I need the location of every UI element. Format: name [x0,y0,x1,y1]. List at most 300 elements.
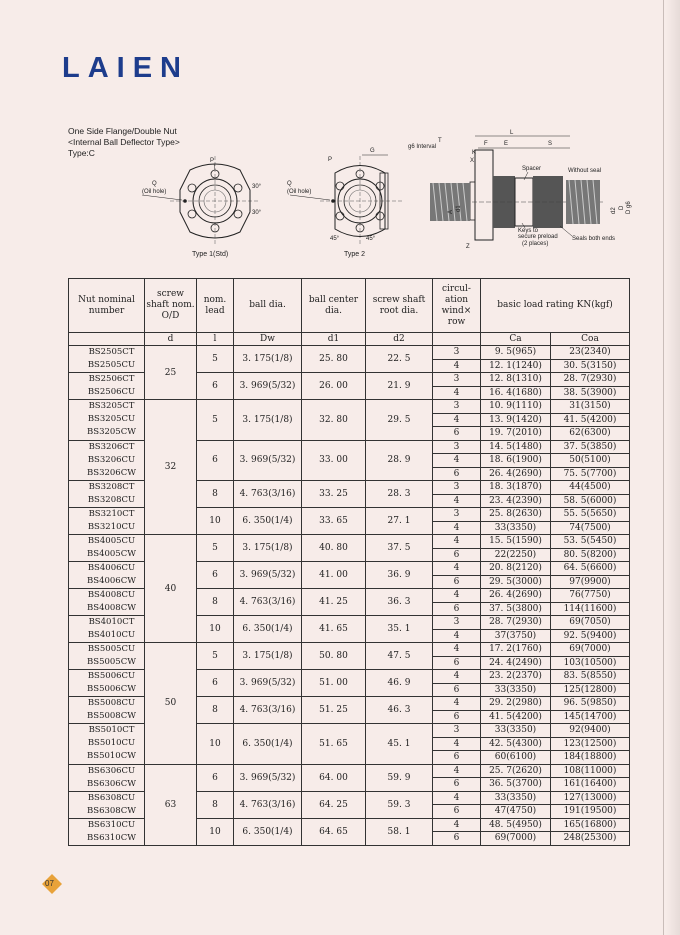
circulation-cell: 4 [433,494,481,508]
nut-number: BS3206CU [87,454,136,465]
lead-cell: 5 [197,346,234,373]
coa-cell: 55. 5(5650) [551,508,630,522]
coa-cell: 92. 5(9400) [551,629,630,643]
coa-cell: 103(10500) [551,656,630,670]
table-row [69,764,630,778]
circulation-cell: 4 [433,764,481,778]
ca-cell: 12. 8(1310) [481,373,551,387]
page-number: 07 [45,879,54,888]
coa-cell: 28. 7(2930) [551,373,630,387]
label-g: G [370,148,375,154]
nut-number-cell [69,818,145,845]
label-dg6: D g6 [626,201,632,214]
ca-cell: 42. 5(4300) [481,737,551,751]
label-a: A [448,209,454,214]
ball-dia-cell: 6. 350(1/4) [234,724,302,765]
nut-number: BS3208CT [88,482,135,492]
ca-cell: 60(6100) [481,751,551,765]
root-dia-cell: 46. 9 [366,670,433,697]
ball-center-cell: 50. 80 [302,643,366,670]
table-row [69,535,630,549]
label-t: T [438,138,442,144]
lead-cell: 10 [197,616,234,643]
coa-cell: 145(14700) [551,710,630,724]
ball-dia-cell: 6. 350(1/4) [234,616,302,643]
shaft-od-cell: 40 [145,535,197,643]
header-ball-dia: ball dia. [234,279,302,333]
ball-dia-cell: 4. 763(3/16) [234,697,302,724]
root-dia-cell: 36. 3 [366,589,433,616]
nut-number-cell [69,440,145,481]
ball-center-cell: 32. 80 [302,400,366,441]
nut-number-cell [69,562,145,589]
circulation-cell: 6 [433,427,481,441]
shaft-od-cell: 63 [145,764,197,845]
ca-cell: 33(3350) [481,521,551,535]
ball-dia-cell: 4. 763(3/16) [234,791,302,818]
seals-label: Seals both ends [572,236,616,242]
ca-cell: 29. 2(2980) [481,697,551,711]
nut-number: BS6306CU [87,765,136,776]
nut-number: BS6310CU [87,819,136,830]
circulation-cell: 6 [433,467,481,481]
ca-cell: 41. 5(4200) [481,710,551,724]
coa-cell: 62(6300) [551,427,630,441]
header-circulation: circul- ation wind× row [433,279,481,333]
nut-number: BS6308CW [87,805,136,816]
nut-number: BS5010CT [88,725,135,736]
subheader-d: d [145,333,197,346]
lead-cell: 6 [197,373,234,400]
nut-number: BS5005CW [87,657,136,667]
lead-cell: 8 [197,481,234,508]
coa-cell: 53. 5(5450) [551,535,630,549]
ca-cell: 69(7000) [481,832,551,846]
keys-label: Keys to [518,228,539,234]
ca-cell: 13. 9(1420) [481,413,551,427]
lead-cell: 5 [197,643,234,670]
shaft-od-cell: 50 [145,643,197,765]
ca-cell: 36. 5(3700) [481,778,551,792]
nut-number-cell [69,481,145,508]
nut-number: BS3210CU [87,522,136,532]
label-e: E [504,141,509,147]
ball-center-cell: 33. 00 [302,440,366,481]
circulation-cell: 3 [433,508,481,522]
coa-cell: 23(2340) [551,346,630,360]
ball-dia-cell: 6. 350(1/4) [234,818,302,845]
nut-number-cell [69,643,145,670]
g6-interval-label: g6 Interval [408,144,437,150]
coa-cell: 248(25300) [551,832,630,846]
subheader-d1: d1 [302,333,366,346]
secure-preload-label: secure preload [518,234,558,240]
angle-30-a: 30° [252,184,262,190]
header-nut-number: Nut nominal number [69,279,145,333]
ball-center-cell: 26. 00 [302,373,366,400]
table-row [69,400,630,414]
ca-cell: 18. 3(1870) [481,481,551,495]
coa-cell: 74(7500) [551,521,630,535]
coa-cell: 161(16400) [551,778,630,792]
nut-number: BS4006CW [87,576,136,586]
coa-cell: 108(11000) [551,764,630,778]
coa-cell: 97(9900) [551,575,630,589]
nut-number-cell [69,535,145,562]
ca-cell: 37(3750) [481,629,551,643]
type2-caption: Type 2 [344,251,366,258]
ball-dia-cell: 3. 175(1/8) [234,643,302,670]
coa-cell: 41. 5(4200) [551,413,630,427]
header-lead: nom. lead [197,279,234,333]
nut-number: BS5010CW [87,751,136,762]
nut-number: BS4005CU [87,536,136,546]
subheader-nut-blank [69,333,145,346]
label-l: L [510,130,514,136]
ca-cell: 29. 5(3000) [481,575,551,589]
nut-number-cell [69,373,145,400]
lead-cell: 10 [197,724,234,765]
nut-number: BS3205CT [88,401,135,412]
circulation-cell: 4 [433,643,481,657]
ca-cell: 12. 1(1240) [481,359,551,373]
oil-hole-label-1: (Oil hole) [142,189,167,195]
coa-cell: 75. 5(7700) [551,467,630,481]
circulation-cell: 4 [433,629,481,643]
circulation-cell: 3 [433,400,481,414]
header-line-3: Type:C [68,148,95,158]
lead-cell: 6 [197,562,234,589]
coa-cell: 96. 5(9850) [551,697,630,711]
lead-cell: 5 [197,400,234,441]
circulation-cell: 4 [433,386,481,400]
nut-number: BS3206CT [88,441,135,452]
angle-45-b: 45° [366,236,376,242]
circulation-cell: 6 [433,548,481,562]
ca-cell: 25. 7(2620) [481,764,551,778]
lead-cell: 10 [197,818,234,845]
spec-table [68,278,630,846]
root-dia-cell: 28. 3 [366,481,433,508]
coa-cell: 30. 5(3150) [551,359,630,373]
angle-30-b: 30° [252,210,262,216]
ca-cell: 24. 4(2490) [481,656,551,670]
nut-number-cell [69,791,145,818]
nut-number: BS4005CW [87,549,136,559]
coa-cell: 165(16800) [551,818,630,832]
circulation-cell: 6 [433,805,481,819]
ca-cell: 48. 5(4950) [481,818,551,832]
coa-cell: 76(7750) [551,589,630,603]
label-d1: d1 [456,205,462,212]
root-dia-cell: 36. 9 [366,562,433,589]
ca-cell: 33(3350) [481,724,551,738]
circulation-cell: 3 [433,346,481,360]
subheader-dw: Dw [234,333,302,346]
coa-cell: 123(12500) [551,737,630,751]
header-line-2: <Internal Ball Deflector Type> [68,137,180,147]
nut-number: BS2505CT [88,347,135,357]
label-p-2: P [328,157,333,163]
page-number-badge [42,874,62,894]
label-p-1: P [210,158,215,164]
table-row [69,346,630,360]
circulation-cell: 6 [433,575,481,589]
nut-number: BS4008CU [87,590,136,600]
circulation-cell: 3 [433,616,481,630]
angle-45-a: 45° [330,236,340,242]
ca-cell: 33(3350) [481,683,551,697]
header-shaft-od: screw shaft nom. O/D [145,279,197,333]
coa-cell: 92(9400) [551,724,630,738]
coa-cell: 83. 5(8550) [551,670,630,684]
circulation-cell: 4 [433,535,481,549]
spacer-label: Spacer [522,166,542,172]
circulation-cell: 4 [433,670,481,684]
ball-dia-cell: 3. 175(1/8) [234,535,302,562]
ball-center-cell: 41. 00 [302,562,366,589]
circulation-cell: 4 [433,589,481,603]
nut-number-cell [69,616,145,643]
lead-cell: 6 [197,440,234,481]
label-x: X [470,158,475,164]
root-dia-cell: 46. 3 [366,697,433,724]
ball-center-cell: 51. 00 [302,670,366,697]
lead-cell: 8 [197,697,234,724]
type2-flange-drawing [287,148,402,258]
ca-cell: 19. 7(2010) [481,427,551,441]
circulation-cell: 6 [433,832,481,846]
root-dia-cell: 59. 3 [366,791,433,818]
subheader-d2: d2 [366,333,433,346]
circulation-cell: 4 [433,413,481,427]
ca-cell: 16. 4(1680) [481,386,551,400]
coa-cell: 191(19500) [551,805,630,819]
root-dia-cell: 37. 5 [366,535,433,562]
ca-cell: 25. 8(2630) [481,508,551,522]
nut-number: BS5006CW [87,684,136,694]
circulation-cell: 6 [433,710,481,724]
ball-center-cell: 41. 65 [302,616,366,643]
ca-cell: 33(3350) [481,791,551,805]
circulation-cell: 4 [433,791,481,805]
nut-number-cell [69,764,145,791]
circulation-cell: 4 [433,818,481,832]
nut-number: BS5008CW [87,711,136,721]
header-line-1: One Side Flange/Double Nut [68,126,177,136]
type1-flange-drawing [142,156,262,258]
ball-dia-cell: 3. 175(1/8) [234,400,302,441]
lead-cell: 8 [197,589,234,616]
circulation-cell: 6 [433,778,481,792]
ball-center-cell: 33. 25 [302,481,366,508]
root-dia-cell: 58. 1 [366,818,433,845]
circulation-cell: 4 [433,697,481,711]
circulation-cell: 3 [433,440,481,454]
nut-number: BS4008CW [87,603,136,613]
circulation-cell: 4 [433,454,481,468]
ca-cell: 26. 4(2690) [481,467,551,481]
circulation-cell: 6 [433,683,481,697]
circulation-cell: 4 [433,562,481,576]
ca-cell: 47(4750) [481,805,551,819]
ca-cell: 18. 6(1900) [481,454,551,468]
coa-cell: 127(13000) [551,791,630,805]
circulation-cell: 3 [433,373,481,387]
oil-hole-label-2: (Oil hole) [287,189,312,195]
coa-cell: 64. 5(6600) [551,562,630,576]
ball-dia-cell: 3. 969(5/32) [234,670,302,697]
type1-caption: Type 1(Std) [192,251,229,258]
root-dia-cell: 29. 5 [366,400,433,441]
brand-logo: LAIEN [62,52,189,84]
ball-dia-cell: 3. 969(5/32) [234,562,302,589]
coa-cell: 50(5100) [551,454,630,468]
page-fold-line [663,0,664,935]
ball-center-cell: 25. 80 [302,346,366,373]
nut-number-cell [69,670,145,697]
label-q-2: Q [287,181,292,187]
ball-center-cell: 41. 25 [302,589,366,616]
circulation-cell: 4 [433,521,481,535]
root-dia-cell: 35. 1 [366,616,433,643]
nut-number: BS4010CT [88,617,135,627]
coa-cell: 184(18800) [551,751,630,765]
nut-number: BS2506CU [87,387,136,397]
nut-number: BS3205CU [87,414,136,425]
coa-cell: 31(3150) [551,400,630,414]
ca-cell: 23. 4(2390) [481,494,551,508]
lead-cell: 10 [197,508,234,535]
coa-cell: 44(4500) [551,481,630,495]
subheader-circ [433,333,481,346]
circulation-cell: 6 [433,656,481,670]
nut-number: BS5010CU [87,738,136,749]
ball-center-cell: 64. 65 [302,818,366,845]
circulation-cell: 6 [433,751,481,765]
coa-cell: 69(7000) [551,643,630,657]
ball-dia-cell: 3. 969(5/32) [234,764,302,791]
nut-number: BS5006CU [87,671,136,681]
header-load-rating: basic load rating KN(kgf) [481,279,630,333]
ball-dia-cell: 4. 763(3/16) [234,481,302,508]
coa-cell: 38. 5(3900) [551,386,630,400]
shaft-od-cell: 25 [145,346,197,400]
header-ball-center-dia: ball center dia. [302,279,366,333]
nut-number: BS2505CU [87,360,136,370]
lead-cell: 6 [197,764,234,791]
coa-cell: 58. 5(6000) [551,494,630,508]
ca-cell: 15. 5(1590) [481,535,551,549]
nut-number: BS6306CW [87,778,136,789]
subheader-coa: Coa [551,333,630,346]
root-dia-cell: 27. 1 [366,508,433,535]
ca-cell: 10. 9(1110) [481,400,551,414]
nut-number: BS3205CW [87,427,136,438]
coa-cell: 125(12800) [551,683,630,697]
nut-number-cell [69,589,145,616]
ball-center-cell: 51. 25 [302,697,366,724]
lead-cell: 8 [197,791,234,818]
ca-cell: 20. 8(2120) [481,562,551,576]
ball-center-cell: 40. 80 [302,535,366,562]
circulation-cell: 3 [433,724,481,738]
nut-number-cell [69,346,145,373]
circulation-cell: 4 [433,737,481,751]
nut-number: BS3210CT [88,509,135,519]
label-s: S [548,141,553,147]
ball-center-cell: 33. 65 [302,508,366,535]
nut-number-cell [69,724,145,765]
subheader-ca: Ca [481,333,551,346]
ca-cell: 14. 5(1480) [481,440,551,454]
root-dia-cell: 59. 9 [366,764,433,791]
nut-number: BS6310CW [87,832,136,843]
nut-number: BS3208CU [87,495,136,505]
root-dia-cell: 45. 1 [366,724,433,765]
circulation-cell: 4 [433,359,481,373]
two-places-label: (2 places) [522,241,549,247]
root-dia-cell: 28. 9 [366,440,433,481]
coa-cell: 114(11600) [551,602,630,616]
ball-dia-cell: 3. 175(1/8) [234,346,302,373]
ca-cell: 9. 5(965) [481,346,551,360]
label-f: F [484,141,488,147]
ball-dia-cell: 3. 969(5/32) [234,440,302,481]
coa-cell: 80. 5(8200) [551,548,630,562]
nut-number: BS4010CU [87,630,136,640]
ca-cell: 26. 4(2690) [481,589,551,603]
subheader-l: l [197,333,234,346]
nut-number-cell [69,508,145,535]
ball-center-cell: 64. 00 [302,764,366,791]
circulation-cell: 6 [433,602,481,616]
without-seal-label: Without seal [568,168,602,174]
label-q-1: Q [152,181,157,187]
nut-number: BS4006CU [87,563,136,573]
ca-cell: 37. 5(3800) [481,602,551,616]
nut-number: BS2506CT [88,374,135,384]
ca-cell: 17. 2(1760) [481,643,551,657]
lead-cell: 5 [197,535,234,562]
ball-dia-cell: 3. 969(5/32) [234,373,302,400]
label-d2: d2 [611,207,617,214]
root-dia-cell: 21. 9 [366,373,433,400]
coa-cell: 69(7050) [551,616,630,630]
side-view-drawing [408,130,632,250]
technical-drawing [130,128,630,262]
page-fold-shadow [666,0,680,935]
header-root-dia: screw shaft root dia. [366,279,433,333]
ball-dia-cell: 4. 763(3/16) [234,589,302,616]
root-dia-cell: 22. 5 [366,346,433,373]
nut-number-cell [69,400,145,441]
nut-number: BS6308CU [87,792,136,803]
ball-center-cell: 64. 25 [302,791,366,818]
nut-number-cell [69,697,145,724]
shaft-od-cell: 32 [145,400,197,535]
table-row [69,643,630,657]
nut-number: BS5005CU [87,644,136,654]
ball-center-cell: 51. 65 [302,724,366,765]
ca-cell: 23. 2(2370) [481,670,551,684]
coa-cell: 37. 5(3850) [551,440,630,454]
circulation-cell: 3 [433,481,481,495]
label-z: Z [466,244,470,250]
ca-cell: 22(2250) [481,548,551,562]
lead-cell: 6 [197,670,234,697]
label-d: D [619,205,625,210]
